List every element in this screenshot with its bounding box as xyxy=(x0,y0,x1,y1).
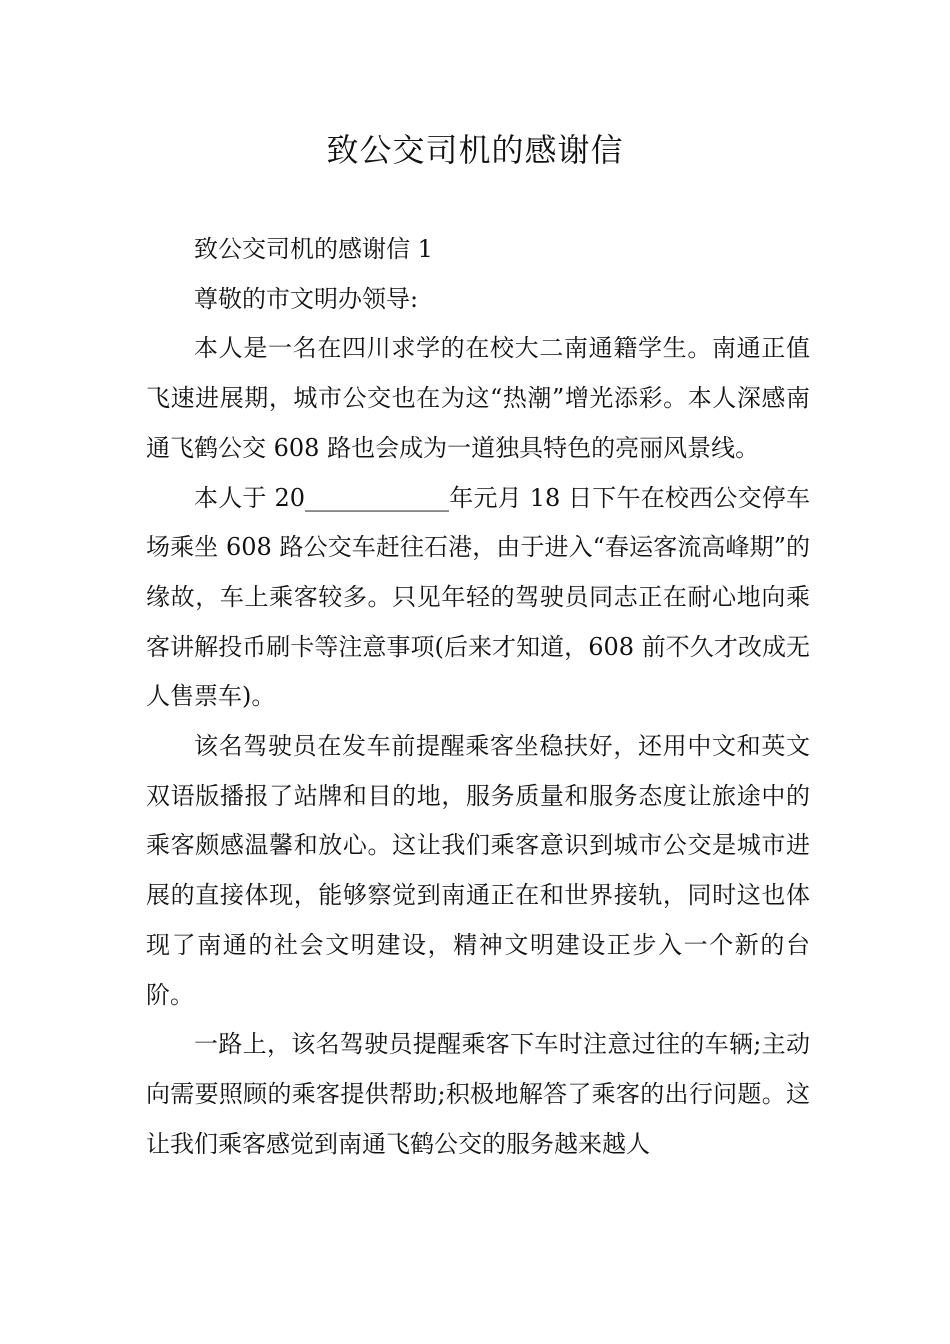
body-paragraph: 本人于 20____________年元月 18 日下午在校西公交停车场乘坐 608 路公交车赶往石港，由于进入“春运客流高峰期”的缘故，车上乘客较多。只见年轻的驾驶员同志正在耐心地向乘客讲解投币刷卡等注意事项(后来才知道，608 前不久才改成无人售票车)。 xyxy=(146,483,810,711)
letter-subtitle: 致公交司机的感谢信 1 xyxy=(194,235,433,263)
body-paragraph: 该名驾驶员在发车前提醒乘客坐稳扶好，还用中文和英文双语版播报了站牌和目的地，服务质量和服务态度让旅途中的乘客颇感温馨和放心。这让我们乘客意识到城市公交是城市进展的直接体现，能够察觉到南通正在和世界接轨，同时这也体现了南通的社会文明建设，精神文明建设正步入一个新的台阶。 xyxy=(146,732,810,1009)
document-title: 致公交司机的感谢信 xyxy=(326,131,624,169)
body-paragraph: 本人是一名在四川求学的在校大二南通籍学生。南通正值飞速进展期，城市公交也在为这“热潮”增光添彩。本人深感南通飞鹤公交 608 路也会成为一道独具特色的亮丽风景线。 xyxy=(146,334,810,462)
body-paragraph: 一路上，该名驾驶员提醒乘客下车时注意过往的车辆;主动向需要照顾的乘客提供帮助;积极地解答了乘客的出行问题。这让我们乘客感觉到南通飞鹤公交的服务越来越人 xyxy=(146,1030,810,1158)
letter-salutation: 尊敬的市文明办领导: xyxy=(194,284,419,313)
document-body xyxy=(146,225,810,1169)
